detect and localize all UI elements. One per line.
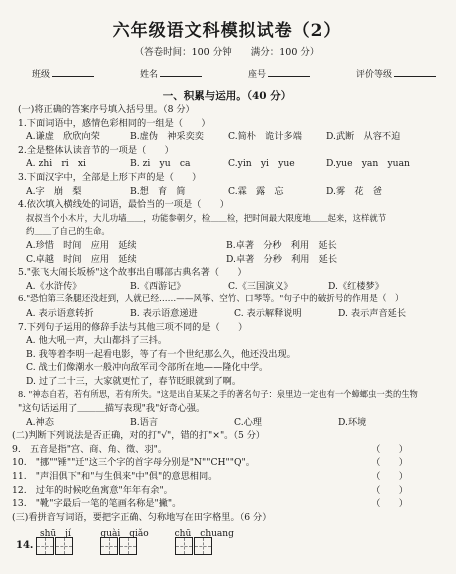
option[interactable]: C.yin yi yue (228, 158, 295, 170)
answer-paren[interactable]: （ ） (371, 498, 408, 510)
pinyin-group (36, 526, 74, 555)
judge-item (12, 484, 442, 498)
option[interactable]: A. zhi ri xi (26, 158, 86, 170)
option[interactable]: A.谦虚 欣欣向荣 (26, 131, 100, 143)
question-2: 2.全是整体认读音节的一项是（ ） (18, 144, 174, 156)
pinyin-group (100, 526, 148, 555)
option[interactable]: B.卓著 分秒 利用 延长 (226, 239, 337, 251)
option[interactable]: C. 表示解释说明 (234, 307, 302, 319)
question-4-options (12, 239, 442, 253)
option[interactable]: B. 我等着李明一起看电影，等了有一个世纪那么久，他还没出现。 (26, 348, 296, 360)
judge-item (12, 456, 442, 470)
class-label: 班级 (32, 70, 51, 80)
option[interactable]: B. zi yu ca (130, 158, 191, 170)
option[interactable]: C.《三国演义》 (228, 280, 293, 292)
pinyin-text: chū chuang (174, 529, 234, 540)
pinyin-text: guài qiǎo (100, 529, 149, 540)
option[interactable]: C.简朴 诡计多端 (228, 131, 302, 143)
pinyin-writing-grid (12, 526, 442, 555)
question-1-options (12, 130, 442, 144)
part-heading: (三)看拼音写词语，要把字正确、匀称地写在田字格里。（6 分） (12, 511, 272, 523)
option[interactable]: D. 表示声音延长 (338, 307, 407, 319)
name-label: 姓名 (139, 70, 158, 80)
writing-box[interactable] (175, 537, 193, 555)
question-4-options-2 (12, 253, 442, 267)
pinyin-text: shū jí (39, 529, 71, 540)
judge-item (12, 497, 442, 511)
answer-paren[interactable]: （ ） (371, 484, 408, 496)
question-number: 14. (16, 540, 34, 552)
option[interactable]: A.珍惜 时间 应用 延续 (26, 239, 137, 251)
question-1: 1.下面词语中，感情色彩相同的一组是（ ） (18, 117, 211, 129)
option[interactable]: B.语言 (130, 416, 159, 428)
question-7: 7.下列句子运用的修辞手法与其他三项不同的是（ ） (18, 321, 248, 333)
answer-paren[interactable]: （ ） (371, 457, 408, 469)
seat-label: 座号 (247, 70, 266, 80)
judge-text: 10. "挪""锤""迁"这三个字的首字母分别是"N""CH""Q"。 (12, 457, 255, 469)
option[interactable]: B. 表示语意递进 (130, 307, 198, 319)
option[interactable]: D.武断 从容不迫 (326, 131, 401, 143)
writing-box[interactable] (100, 537, 118, 555)
question-8-cont: "这句话运用了＿＿＿描写表现"我"好奇心强。 (18, 403, 206, 415)
question-3-options (12, 185, 442, 199)
option[interactable]: C.心理 (234, 416, 262, 428)
question-5-options (12, 280, 442, 294)
question-5: 5."张飞大闹长坂桥"这个故事出自哪部古典名著（ ） (18, 267, 247, 279)
part-heading: (一)将正确的答案序号填入括号里。（8 分） (18, 104, 195, 115)
option[interactable]: D.卓著 分秒 利用 延长 (226, 253, 338, 265)
part-heading: (二)判断下列说法是否正确，对的打"√"，错的打"×"。（5 分） (12, 430, 266, 442)
question-6-options (12, 307, 442, 321)
question-8-options (12, 416, 442, 430)
class-field[interactable] (32, 67, 94, 80)
grade-field[interactable] (356, 67, 436, 80)
judge-item (12, 470, 442, 484)
question-6: 6."恐怕第三条腿还没赶到，人就已经……——风筝、空竹、口琴等。"句子中的破折号的作用是（ ） (18, 294, 404, 305)
judge-item (12, 443, 442, 457)
question-4-passage-cont: 约＿＿了自己的生命。 (26, 226, 110, 237)
judge-text: 12. 过年的时候吃鱼寓意"年年有余"。 (12, 484, 173, 496)
judge-text: 13. "靴"字最后一笔的笔画名称是"撇"。 (12, 498, 182, 510)
option[interactable]: A. 表示语意转折 (26, 307, 94, 319)
exam-title: 六年级语文科模拟试卷（2） (112, 21, 342, 41)
option[interactable]: A.字 崩 梨 (26, 185, 82, 197)
student-info-row (32, 67, 436, 80)
option[interactable]: B.《西游记》 (130, 280, 186, 292)
question-2-options (12, 157, 442, 171)
question-4: 4.依次填入横线处的词语，最恰当的一项是（ ） (18, 199, 229, 211)
option[interactable]: C. 战士们像潮水一般冲向敌军司令部所在地——隆化中学。 (26, 362, 269, 374)
judge-text: 11. "声泪俱下"和"与生俱来"中"俱"的意思相同。 (12, 471, 218, 483)
option[interactable]: C.卓越 时间 应用 延续 (26, 253, 137, 265)
option[interactable]: A.《水浒传》 (26, 280, 82, 292)
exam-page (0, 16, 456, 574)
exam-subtitle: （答卷时间：100 分钟 满分：100 分） (134, 47, 320, 58)
option[interactable]: B.想 育 简 (130, 185, 186, 197)
option[interactable]: D.雾 花 爸 (326, 185, 382, 197)
option[interactable]: D.环境 (338, 416, 367, 428)
question-4-passage: 叔叔当个小木片，大儿功墙＿＿，功能参朝夕，检＿＿检，把时间最大限度地＿＿起来，这样就节 (26, 212, 387, 223)
answer-paren[interactable]: （ ） (371, 471, 408, 483)
option[interactable]: D.yue yan yuan (326, 158, 410, 170)
answer-paren[interactable]: （ ） (371, 443, 408, 455)
option[interactable]: B.虚伪 神采奕奕 (130, 131, 204, 143)
option[interactable]: D.《红楼梦》 (328, 280, 384, 292)
pinyin-group (175, 526, 234, 555)
option[interactable]: C.霖 露 忘 (228, 185, 284, 197)
grade-label: 评价等级 (355, 70, 392, 80)
writing-box[interactable] (194, 537, 212, 555)
option[interactable]: D. 过了二十三，大家就更忙了，春节眨眼就到了啊。 (26, 375, 242, 387)
seat-field[interactable] (248, 67, 310, 80)
question-8: 8. "神态自若，若有所思，若有所失。"这是出自某某之手的著名句子：泉里边一定也有一个蟑螂虫一类的生物 (18, 389, 418, 400)
writing-box[interactable] (36, 537, 54, 555)
option[interactable]: A. 他大吼一声，大山都抖了三抖。 (26, 335, 168, 347)
writing-box[interactable] (55, 537, 73, 555)
option[interactable]: A.神态 (26, 416, 54, 428)
name-field[interactable] (140, 67, 202, 80)
section-heading: 一、积累与运用。（40 分） (162, 90, 292, 102)
judge-text: 9. 五音是指"宫、商、角、徵、羽"。 (12, 443, 168, 455)
question-3: 3.下面汉字中，全部是上形下声的是（ ） (18, 171, 202, 183)
writing-box[interactable] (119, 537, 137, 555)
